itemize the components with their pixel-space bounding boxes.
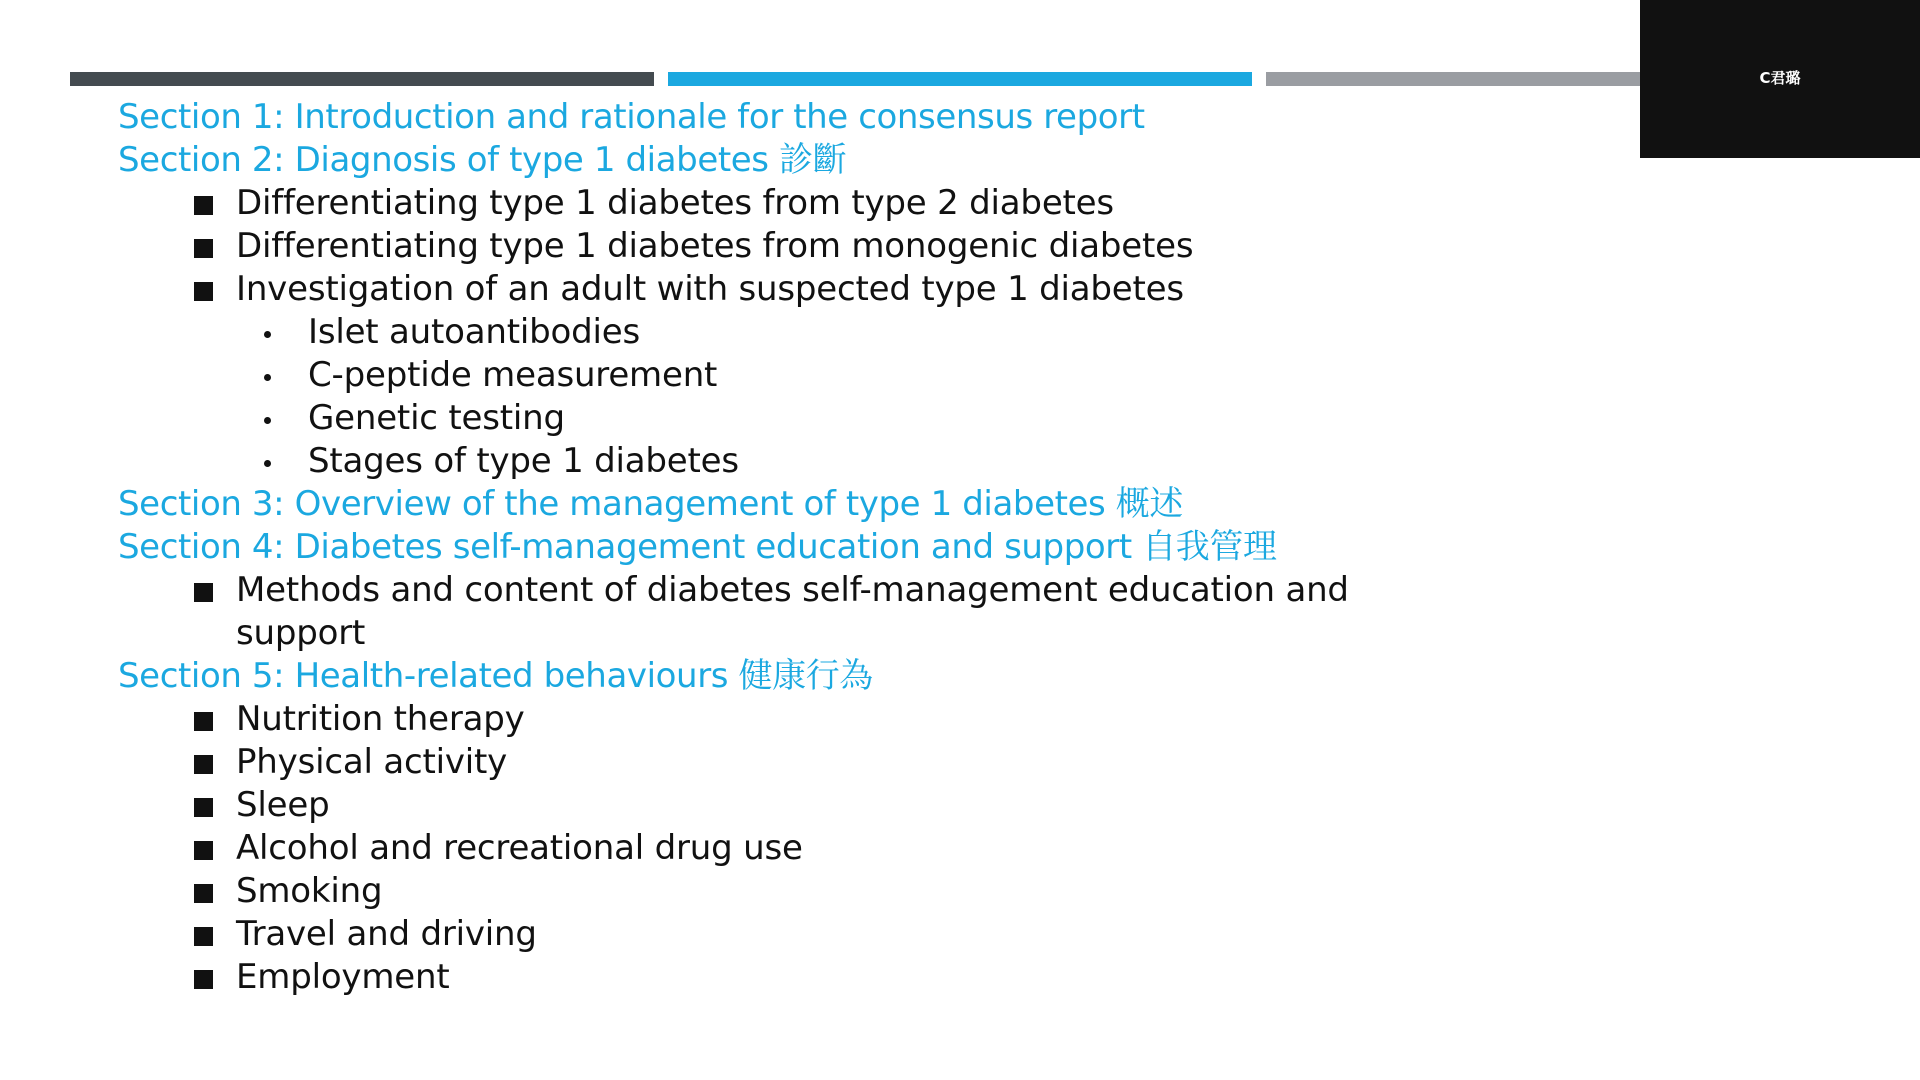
list-item [118, 225, 1618, 268]
square-bullet-icon [194, 884, 213, 903]
list-item-text: Employment [236, 957, 450, 997]
sub-list-item-text: Genetic testing [308, 398, 565, 438]
participant-video-tile[interactable] [1640, 0, 1920, 158]
list-item-text: Methods and content of diabetes self-management education and support [236, 570, 1349, 653]
dot-bullet-icon [264, 331, 271, 338]
list-item-text: Alcohol and recreational drug use [236, 828, 803, 868]
square-bullet-icon [194, 583, 213, 602]
list-item [118, 956, 1618, 999]
square-bullet-icon [194, 239, 213, 258]
list-item [118, 784, 1618, 827]
sub-list-item-text: Stages of type 1 diabetes [308, 441, 739, 481]
list-item [118, 827, 1618, 870]
list-item-text: Physical activity [236, 742, 508, 782]
list-item-text: Nutrition therapy [236, 699, 525, 739]
section-heading-1: Section 1: Introduction and rationale for the consensus report [118, 97, 1145, 137]
list-item [118, 182, 1618, 225]
section-heading-5: Section 5: Health-related behaviours 健康行為 [118, 656, 873, 696]
list-item [118, 741, 1618, 784]
outline-content [118, 96, 1618, 999]
list-item-text: Travel and driving [236, 914, 537, 954]
list-item-text: Differentiating type 1 diabetes from type 2 diabetes [236, 183, 1114, 223]
dot-bullet-icon [264, 374, 271, 381]
section-heading-2: Section 2: Diagnosis of type 1 diabetes 診斷 [118, 140, 847, 180]
sub-list-item-text: C-peptide measurement [308, 355, 718, 395]
section-heading-4: Section 4: Diabetes self-management education and support 自我管理 [118, 527, 1277, 567]
sub-list-item [118, 311, 1618, 354]
sub-list-item [118, 354, 1618, 397]
sub-list-item [118, 397, 1618, 440]
list-item [118, 569, 1436, 655]
participant-name-label: C君璐 [1759, 68, 1801, 87]
accent-bar-dark [70, 72, 654, 86]
list-item-text: Investigation of an adult with suspected type 1 diabetes [236, 269, 1184, 309]
square-bullet-icon [194, 196, 213, 215]
list-item [118, 268, 1618, 311]
list-item [118, 870, 1618, 913]
list-item [118, 698, 1618, 741]
list-item-text: Smoking [236, 871, 383, 911]
square-bullet-icon [194, 755, 213, 774]
square-bullet-icon [194, 927, 213, 946]
square-bullet-icon [194, 282, 213, 301]
square-bullet-icon [194, 712, 213, 731]
list-item [118, 913, 1618, 956]
list-item-text: Sleep [236, 785, 330, 825]
accent-bar-blue [668, 72, 1252, 86]
dot-bullet-icon [264, 460, 271, 467]
dot-bullet-icon [264, 417, 271, 424]
square-bullet-icon [194, 970, 213, 989]
section-heading-3: Section 3: Overview of the management of type 1 diabetes 概述 [118, 484, 1183, 524]
square-bullet-icon [194, 841, 213, 860]
sub-list-item [118, 440, 1618, 483]
sub-list-item-text: Islet autoantibodies [308, 312, 640, 352]
list-item-text: Differentiating type 1 diabetes from monogenic diabetes [236, 226, 1194, 266]
square-bullet-icon [194, 798, 213, 817]
